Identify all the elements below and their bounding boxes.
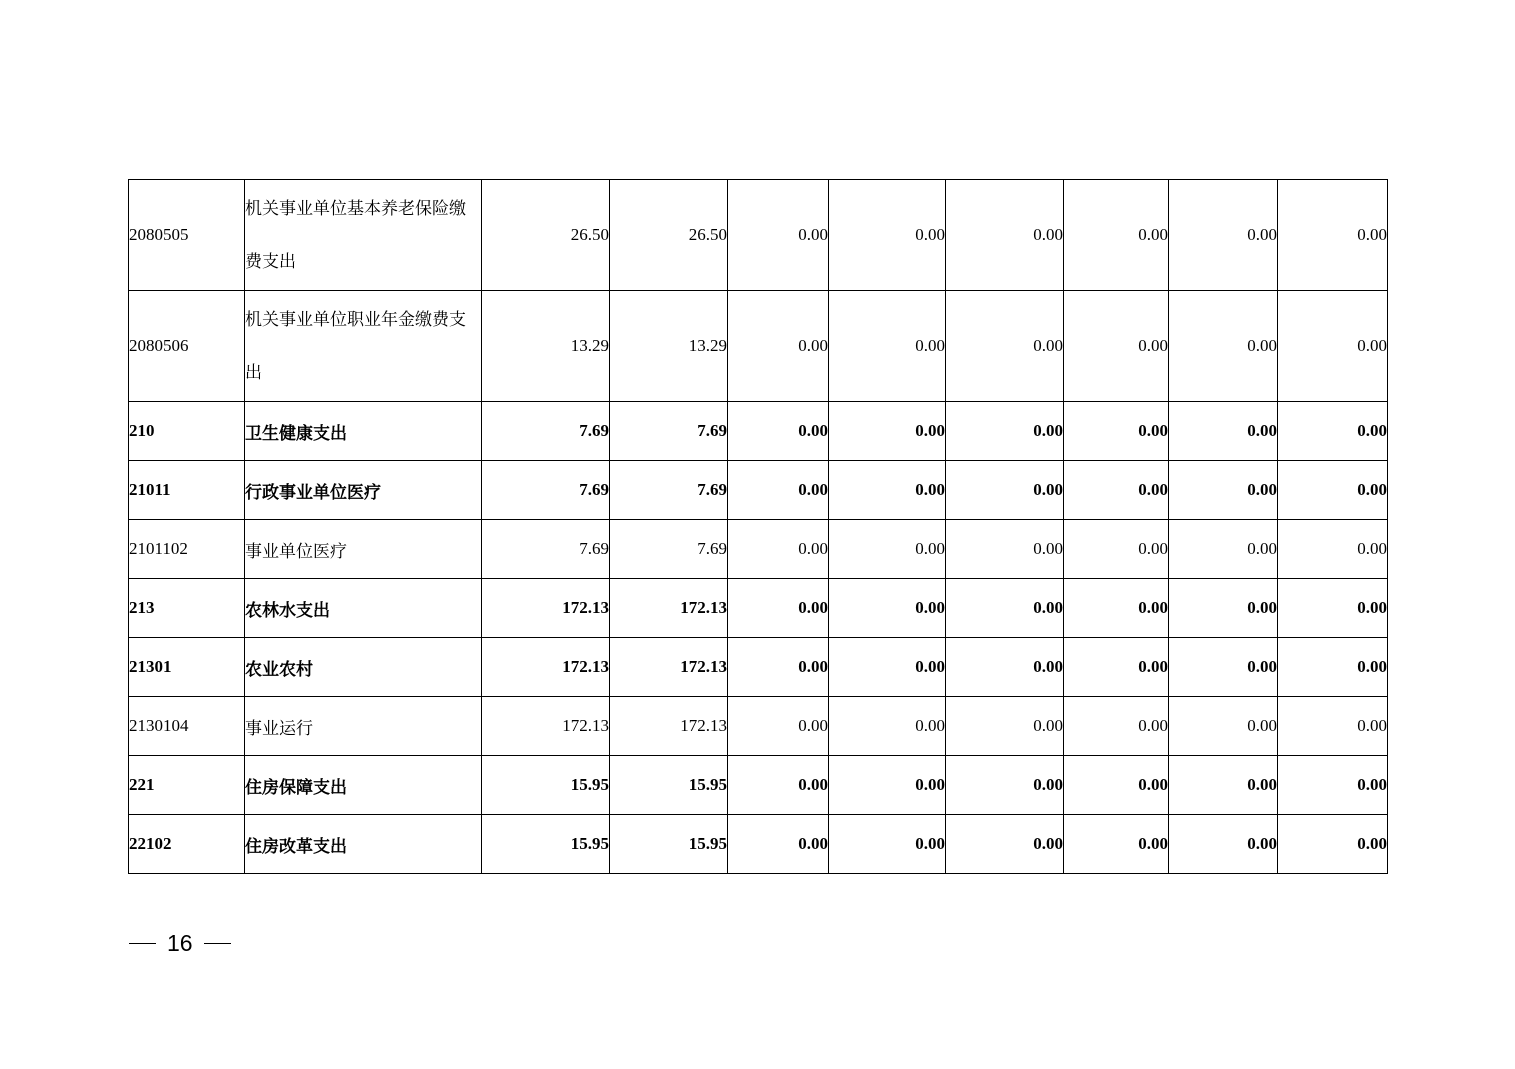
amount-cell: 172.13: [610, 638, 728, 697]
amount-cell: 0.00: [946, 638, 1064, 697]
amount-cell: 0.00: [1169, 638, 1278, 697]
page-footer: [129, 926, 231, 960]
amount-cell: 0.00: [1169, 697, 1278, 756]
amount-cell: 7.69: [610, 402, 728, 461]
table-row: [129, 756, 1388, 815]
subject-name-cell: 事业运行: [245, 697, 482, 756]
amount-cell: 7.69: [610, 520, 728, 579]
amount-cell: 0.00: [1064, 638, 1169, 697]
amount-cell: 172.13: [610, 579, 728, 638]
amount-cell: 0.00: [728, 815, 829, 874]
amount-cell: 0.00: [1064, 815, 1169, 874]
amount-cell: 26.50: [482, 180, 610, 291]
amount-cell: 0.00: [829, 520, 946, 579]
amount-cell: 0.00: [728, 291, 829, 402]
amount-cell: 15.95: [610, 756, 728, 815]
amount-cell: 0.00: [946, 520, 1064, 579]
subject-name-cell: 机关事业单位基本养老保险缴费支出: [245, 180, 482, 291]
table-row: [129, 461, 1388, 520]
table-row: [129, 291, 1388, 402]
amount-cell: 0.00: [1169, 520, 1278, 579]
amount-cell: 0.00: [1064, 697, 1169, 756]
amount-cell: 0.00: [1278, 520, 1388, 579]
amount-cell: 0.00: [946, 291, 1064, 402]
subject-name-cell: 机关事业单位职业年金缴费支出: [245, 291, 482, 402]
amount-cell: 0.00: [829, 815, 946, 874]
subject-name-cell: 行政事业单位医疗: [245, 461, 482, 520]
budget-table: [128, 179, 1388, 874]
amount-cell: 0.00: [946, 756, 1064, 815]
amount-cell: 13.29: [610, 291, 728, 402]
amount-cell: 0.00: [829, 697, 946, 756]
amount-cell: 0.00: [1169, 579, 1278, 638]
amount-cell: 0.00: [1064, 756, 1169, 815]
table-row: [129, 697, 1388, 756]
subject-code-cell: 213: [129, 579, 245, 638]
amount-cell: 7.69: [482, 402, 610, 461]
subject-code-cell: 210: [129, 402, 245, 461]
amount-cell: 0.00: [1278, 402, 1388, 461]
amount-cell: 0.00: [946, 815, 1064, 874]
amount-cell: 0.00: [728, 520, 829, 579]
table-body: [129, 180, 1388, 874]
amount-cell: 0.00: [829, 402, 946, 461]
amount-cell: 172.13: [482, 579, 610, 638]
amount-cell: 26.50: [610, 180, 728, 291]
table-row: [129, 402, 1388, 461]
table-row: [129, 520, 1388, 579]
amount-cell: 172.13: [610, 697, 728, 756]
amount-cell: 172.13: [482, 638, 610, 697]
footer-dash-right: [204, 943, 231, 944]
amount-cell: 0.00: [1064, 291, 1169, 402]
amount-cell: 0.00: [1278, 461, 1388, 520]
amount-cell: 0.00: [728, 697, 829, 756]
amount-cell: 0.00: [1169, 756, 1278, 815]
amount-cell: 7.69: [482, 461, 610, 520]
amount-cell: 0.00: [728, 756, 829, 815]
subject-code-cell: 2130104: [129, 697, 245, 756]
amount-cell: 0.00: [728, 180, 829, 291]
amount-cell: 0.00: [1278, 579, 1388, 638]
subject-code-cell: 221: [129, 756, 245, 815]
subject-name-cell: 事业单位医疗: [245, 520, 482, 579]
amount-cell: 0.00: [1278, 756, 1388, 815]
amount-cell: 0.00: [829, 638, 946, 697]
amount-cell: 0.00: [728, 402, 829, 461]
amount-cell: 0.00: [1278, 697, 1388, 756]
amount-cell: 0.00: [1064, 579, 1169, 638]
subject-name-cell: 农林水支出: [245, 579, 482, 638]
subject-name-cell: 住房保障支出: [245, 756, 482, 815]
amount-cell: 172.13: [482, 697, 610, 756]
subject-code-cell: 21011: [129, 461, 245, 520]
amount-cell: 0.00: [1278, 180, 1388, 291]
amount-cell: 0.00: [728, 461, 829, 520]
amount-cell: 0.00: [728, 638, 829, 697]
subject-code-cell: 2101102: [129, 520, 245, 579]
amount-cell: 0.00: [1169, 402, 1278, 461]
amount-cell: 0.00: [829, 461, 946, 520]
table-row: [129, 579, 1388, 638]
amount-cell: 0.00: [1064, 402, 1169, 461]
subject-code-cell: 2080505: [129, 180, 245, 291]
subject-name-cell: 住房改革支出: [245, 815, 482, 874]
table-row: [129, 638, 1388, 697]
amount-cell: 0.00: [1169, 180, 1278, 291]
amount-cell: 0.00: [829, 180, 946, 291]
amount-cell: 0.00: [1169, 815, 1278, 874]
amount-cell: 0.00: [1064, 520, 1169, 579]
amount-cell: 0.00: [1064, 461, 1169, 520]
subject-name-cell: 卫生健康支出: [245, 402, 482, 461]
amount-cell: 0.00: [1278, 815, 1388, 874]
amount-cell: 15.95: [482, 815, 610, 874]
amount-cell: 0.00: [946, 180, 1064, 291]
amount-cell: 15.95: [610, 815, 728, 874]
subject-code-cell: 22102: [129, 815, 245, 874]
amount-cell: 0.00: [1169, 291, 1278, 402]
table-row: [129, 815, 1388, 874]
amount-cell: 0.00: [946, 579, 1064, 638]
footer-dash-left: [129, 943, 156, 944]
amount-cell: 7.69: [610, 461, 728, 520]
amount-cell: 0.00: [1169, 461, 1278, 520]
amount-cell: 0.00: [829, 756, 946, 815]
amount-cell: 0.00: [728, 579, 829, 638]
amount-cell: 0.00: [829, 579, 946, 638]
amount-cell: 0.00: [1064, 180, 1169, 291]
amount-cell: 15.95: [482, 756, 610, 815]
amount-cell: 0.00: [1278, 291, 1388, 402]
amount-cell: 7.69: [482, 520, 610, 579]
amount-cell: 0.00: [946, 697, 1064, 756]
amount-cell: 13.29: [482, 291, 610, 402]
amount-cell: 0.00: [946, 461, 1064, 520]
subject-name-cell: 农业农村: [245, 638, 482, 697]
page-number: 16: [167, 929, 193, 956]
amount-cell: 0.00: [946, 402, 1064, 461]
amount-cell: 0.00: [829, 291, 946, 402]
amount-cell: 0.00: [1278, 638, 1388, 697]
subject-code-cell: 21301: [129, 638, 245, 697]
subject-code-cell: 2080506: [129, 291, 245, 402]
table-row: [129, 180, 1388, 291]
